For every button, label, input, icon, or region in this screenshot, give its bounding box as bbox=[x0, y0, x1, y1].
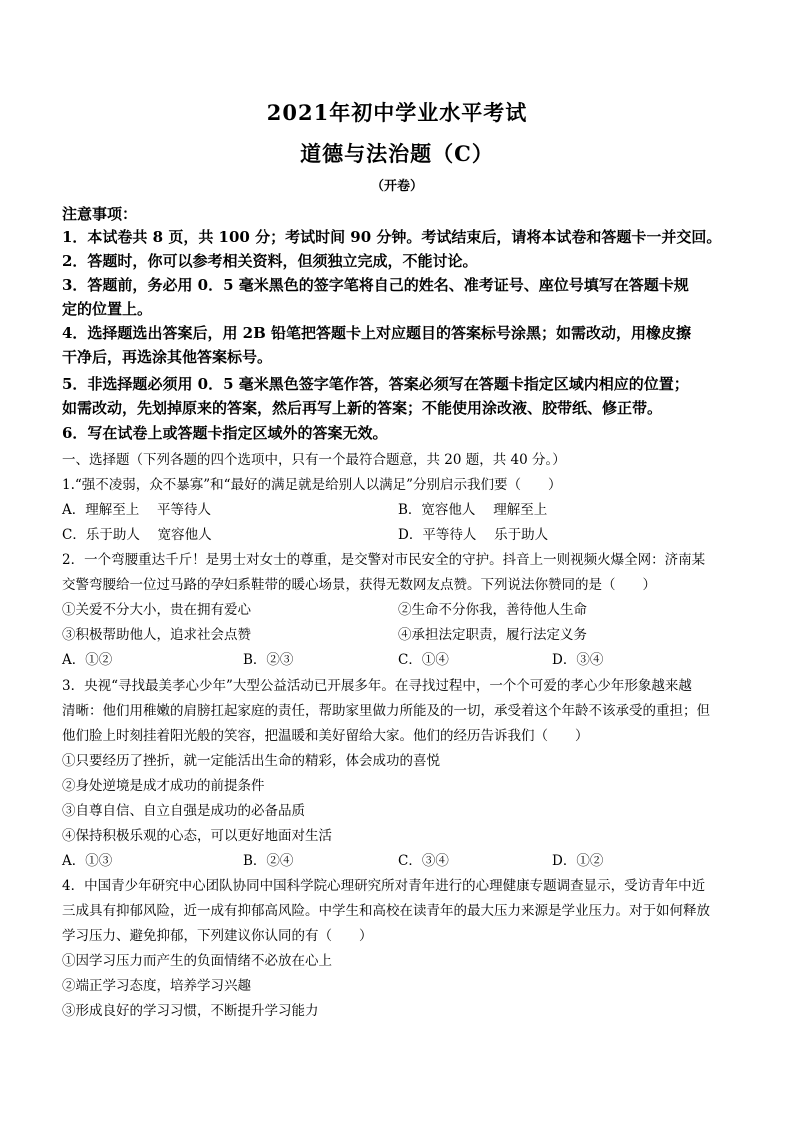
question-2-stem: 交警弯腰给一位过马路的孕妇系鞋带的暖心场景，获得无数网友点赞。下列说法你赞同的是（ ） bbox=[62, 577, 656, 593]
notice-heading: 注意事项： bbox=[62, 205, 138, 223]
notice-line: 干净后，再选涂其他答案标号。 bbox=[62, 348, 273, 366]
q3-statement-1: ①只要经历了挫折，就一定能活出生命的精彩，体会成功的喜悦 bbox=[62, 753, 440, 769]
question-3-stem: 他们脸上时刻挂着阳光般的笑容，把温暖和美好留给大家。他们的经历告诉我们（ ） bbox=[62, 728, 589, 744]
question-1-stem: 1.“强不凌弱，众不暴寡”和“最好的满足就是给别人以满足”分别启示我们要（ ） bbox=[62, 477, 562, 493]
question-3-stem: 3．央视“寻找最美孝心少年”大型公益活动已开展多年。在寻找过程中，一个个可爱的孝心少年形象越来越 bbox=[62, 678, 692, 694]
q3-statement-2: ②身处逆境是成才成功的前提条件 bbox=[62, 778, 265, 794]
question-4-stem: 4．中国青少年研究中心团队协同中国科学院心理研究所对青年进行的心理健康专题调查显示，受访青年中近 bbox=[62, 878, 706, 894]
exam-title: 2021年初中学业水平考试 bbox=[266, 100, 528, 125]
q1-option-c: C．乐于助人 宽容他人 bbox=[62, 527, 212, 543]
notice-line: 5．非选择题必须用 0．5 毫米黑色签字笔作答，答案必须写在答题卡指定区域内相应的位置； bbox=[62, 375, 689, 393]
notice-line: 定的位置上。 bbox=[62, 300, 153, 318]
notice-line: 3．答题前，务必用 0．5 毫米黑色的签字笔将自己的姓名、准考证号、座位号填写在答题卡规 bbox=[62, 276, 689, 294]
question-2-stem: 2．一个弯腰重达千斤！是男士对女士的尊重，是交警对市民安全的守护。抖音上一则视频火爆全网：济南某 bbox=[62, 552, 706, 568]
q2-statement-3: ③积极帮助他人，追求社会点赞 bbox=[62, 627, 251, 643]
q2-statement-1: ①关爱不分大小，贵在拥有爱心 bbox=[62, 602, 251, 618]
q3-option-d: D．①② bbox=[552, 853, 604, 869]
q2-statement-2: ②生命不分你我，善待他人生命 bbox=[398, 602, 587, 618]
q2-option-a: A．①② bbox=[62, 652, 113, 668]
q3-option-a: A．①③ bbox=[62, 853, 113, 869]
notice-line: 如需改动，先划掉原来的答案，然后再写上新的答案；不能使用涂改液、胶带纸、修正带。 bbox=[62, 399, 663, 417]
q1-option-a: A．理解至上 平等待人 bbox=[62, 502, 212, 518]
q3-option-b: B．②④ bbox=[243, 853, 294, 869]
q4-statement-1: ①因学习压力而产生的负面情绪不必放在心上 bbox=[62, 953, 332, 969]
notice-line: 1．本试卷共 8 页，共 100 分；考试时间 90 分钟。考试结束后，请将本试卷和答题卡一并交回。 bbox=[62, 228, 722, 246]
notice-line: 4．选择题选出答案后，用 2B 铅笔把答题卡上对应题目的答案标号涂黑；如需改动，用橡皮擦 bbox=[62, 324, 692, 342]
section-heading: 一、选择题（下列各题的四个选项中，只有一个最符合题意，共 20 题，共 40 分。） bbox=[62, 452, 566, 468]
question-4-stem: 三成具有抑郁风险，近一成有抑郁高风险。中学生和高校在读青年的最大压力来源是学业压力。对于如何释放 bbox=[62, 903, 710, 919]
q2-statement-4: ④承担法定职责，履行法定义务 bbox=[398, 627, 587, 643]
q3-statement-4: ④保持积极乐观的心态，可以更好地面对生活 bbox=[62, 828, 332, 844]
question-4-stem: 学习压力、避免抑郁，下列建议你认同的有（ ） bbox=[62, 928, 373, 944]
notice-line: 2．答题时，你可以参考相关资料，但须独立完成，不能讨论。 bbox=[62, 252, 478, 270]
subject-title: 道德与法治题（C） bbox=[300, 141, 494, 166]
question-3-stem: 清晰：他们用稚嫩的肩膀扛起家庭的责任，帮助家里做力所能及的一切，承受着这个年龄不该承受的重担；但 bbox=[62, 703, 710, 719]
q1-option-d: D．平等待人 乐于助人 bbox=[398, 527, 549, 543]
q2-option-b: B．②③ bbox=[243, 652, 294, 668]
open-book-note: （开卷） bbox=[370, 179, 423, 194]
q2-option-c: C．①④ bbox=[398, 652, 449, 668]
q3-statement-3: ③自尊自信、自立自强是成功的必备品质 bbox=[62, 803, 305, 819]
q2-option-d: D．③④ bbox=[552, 652, 604, 668]
q1-option-b: B．宽容他人 理解至上 bbox=[398, 502, 548, 518]
q4-statement-3: ③形成良好的学习习惯，不断提升学习能力 bbox=[62, 1003, 319, 1019]
notice-line: 6．写在试卷上或答题卡指定区域外的答案无效。 bbox=[62, 424, 388, 442]
q3-option-c: C．③④ bbox=[398, 853, 449, 869]
q4-statement-2: ②端正学习态度，培养学习兴趣 bbox=[62, 978, 251, 994]
